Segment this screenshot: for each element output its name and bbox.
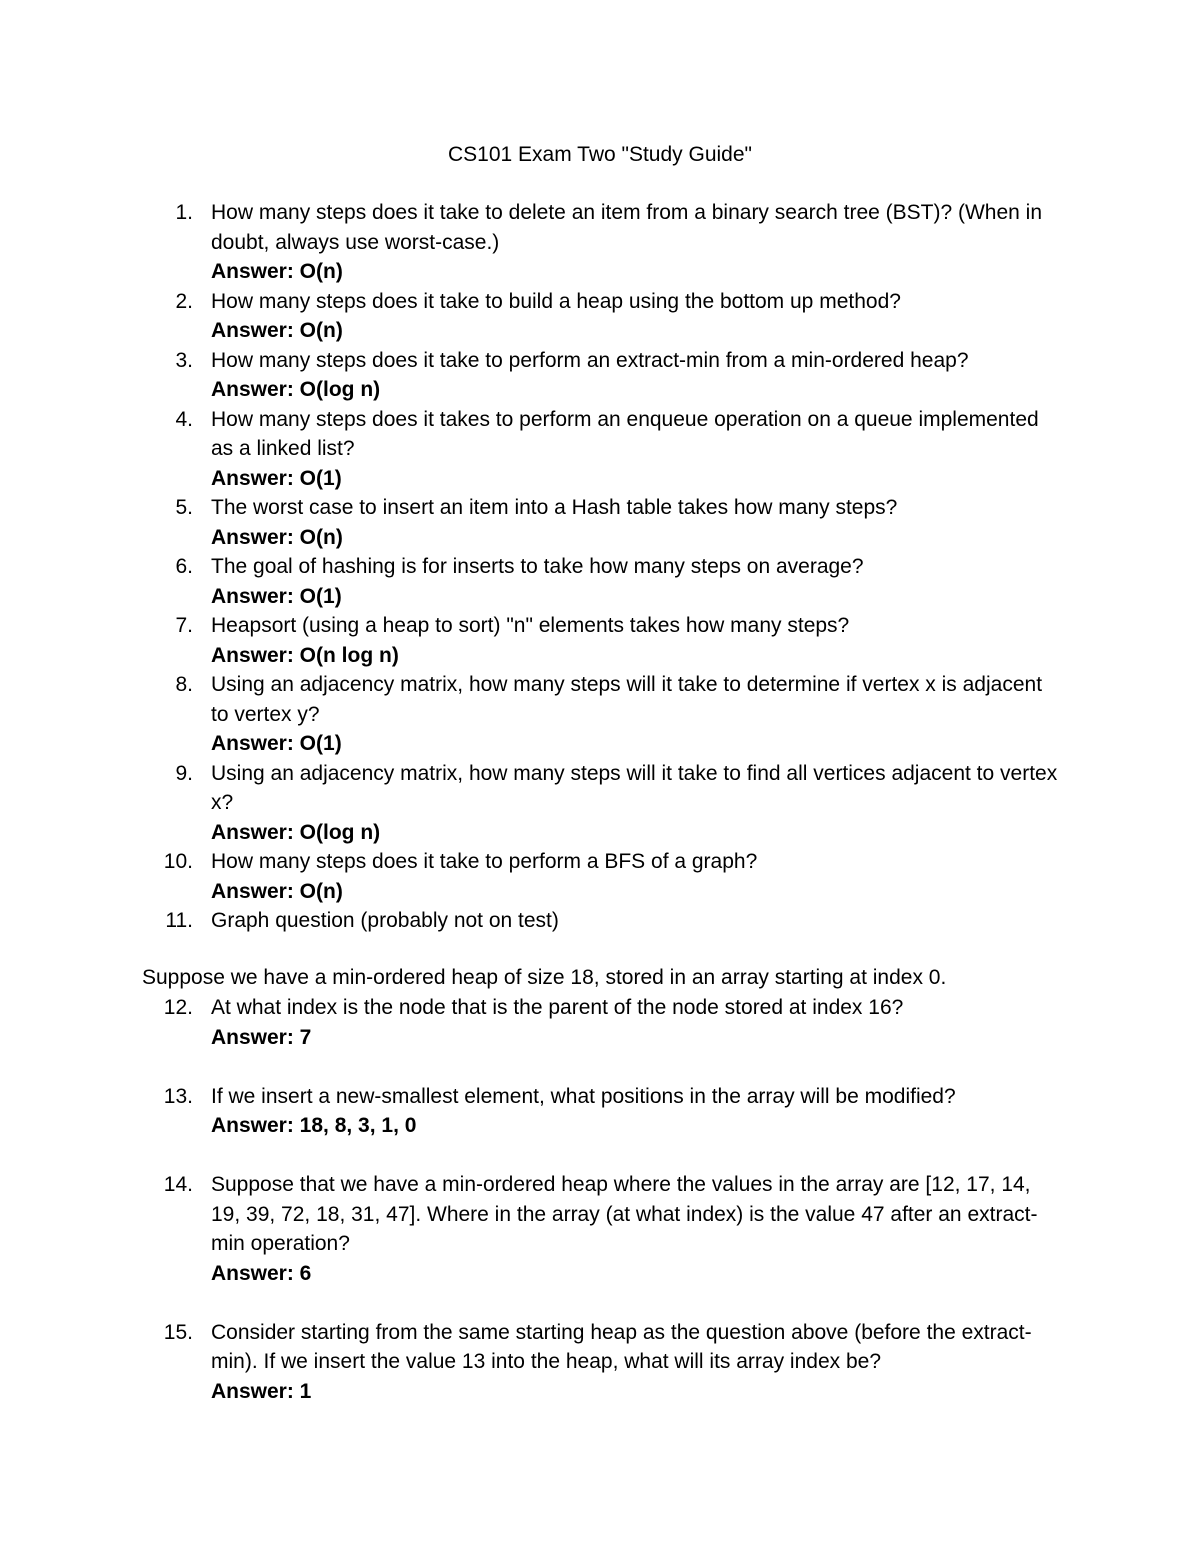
spacer: [0, 1288, 1200, 1318]
question-text: How many steps does it take to build a heap using the bottom up method?: [211, 289, 901, 313]
question-answer: Answer: O(1): [211, 466, 342, 490]
question-number: 4.: [175, 407, 193, 431]
question-text: Using an adjacency matrix, how many steps will it take to determine if vertex x is adjacent to vertex y?: [211, 673, 1043, 726]
question-text: Heapsort (using a heap to sort) "n" elements takes how many steps?: [211, 614, 850, 637]
question-item: [0, 405, 1200, 494]
question-text: Graph question (probably not on test): [211, 909, 559, 932]
question-answer: Answer: O(1): [211, 732, 342, 755]
question-text: Using an adjacency matrix, how many steps will it take to find all vertices adjacent to vertex x?: [211, 761, 1058, 814]
question-text: How many steps does it take to delete an item from a binary search tree (BST)? (When in doubt, always use worst-case.): [211, 201, 1043, 254]
question-number: 6.: [175, 555, 193, 578]
question-answer: Answer: O(1): [211, 584, 342, 608]
question-number: 5.: [175, 496, 193, 519]
spacer: [0, 1141, 1200, 1171]
question-item: [0, 493, 1200, 552]
question-answer: Answer: O(n log n): [211, 643, 399, 667]
spacer: [0, 1052, 1200, 1082]
question-text: The worst case to insert an item into a Hash table takes how many steps?: [211, 496, 898, 519]
question-number: 3.: [175, 348, 193, 372]
question-answer: Answer: 7: [211, 1025, 312, 1049]
question-text: At what index is the node that is the parent of the node stored at index 16?: [211, 996, 904, 1019]
question-text: The goal of hashing is for inserts to take how many steps on average?: [211, 555, 864, 578]
question-item: [0, 847, 1200, 906]
question-answer: Answer: O(n): [211, 525, 343, 549]
question-number: 10.: [163, 850, 193, 873]
question-number: 1.: [175, 201, 193, 224]
question-answer: Answer: O(n): [211, 319, 343, 342]
question-answer: Answer: O(log n): [211, 820, 381, 844]
question-answer: Answer: O(n): [211, 260, 343, 283]
question-item: [0, 287, 1200, 346]
question-item: [0, 906, 1200, 936]
question-item: [0, 1318, 1200, 1407]
question-item: [0, 993, 1200, 1052]
question-number: 8.: [175, 673, 193, 696]
question-item: [0, 1082, 1200, 1141]
question-number: 11.: [165, 909, 193, 932]
question-number: 2.: [175, 289, 193, 313]
question-item: [0, 670, 1200, 759]
question-text: How many steps does it takes to perform an enqueue operation on a queue implemented as a linked list?: [211, 407, 1039, 460]
question-answer: Answer: O(n): [211, 879, 343, 903]
question-text: How many steps does it take to perform an extract-min from a min-ordered heap?: [211, 348, 969, 372]
question-answer: Answer: 1: [211, 1379, 312, 1403]
question-item: [0, 346, 1200, 405]
question-number: 7.: [175, 614, 193, 637]
question-item: [0, 611, 1200, 670]
question-list: [0, 198, 1200, 936]
heap-intro-paragraph: Suppose we have a min-ordered heap of size 18, stored in an array starting at index 0.: [142, 966, 947, 989]
question-answer: Answer: O(log n): [211, 378, 381, 401]
question-text: How many steps does it take to perform a BFS of a graph?: [211, 850, 758, 873]
question-answer: Answer: 18, 8, 3, 1, 0: [211, 1114, 417, 1137]
heap-question-list: [0, 993, 1200, 1406]
document-title: CS101 Exam Two "Study Guide": [447, 143, 752, 166]
question-item: [0, 198, 1200, 287]
question-answer: Answer: 6: [211, 1261, 312, 1285]
question-item: [0, 552, 1200, 611]
question-text: Consider starting from the same starting heap as the question above (before the extract-min). If we insert the value 13 into the heap, what will its array index be?: [211, 1320, 1032, 1373]
question-number: 14.: [163, 1173, 193, 1196]
question-number: 9.: [175, 761, 193, 785]
question-item: [0, 759, 1200, 848]
question-text: If we insert a new-smallest element, what positions in the array will be modified?: [211, 1084, 956, 1108]
question-number: 15.: [163, 1320, 193, 1344]
question-number: 13.: [163, 1084, 193, 1108]
question-number: 12.: [163, 996, 193, 1019]
question-text: Suppose that we have a min-ordered heap where the values in the array are [12, 17, 14, 19, 39, 72, 18, 31, 47]. Where in the array (at what index) is the value 47 after an extract-min operation?: [211, 1173, 1038, 1255]
question-item: [0, 1170, 1200, 1288]
